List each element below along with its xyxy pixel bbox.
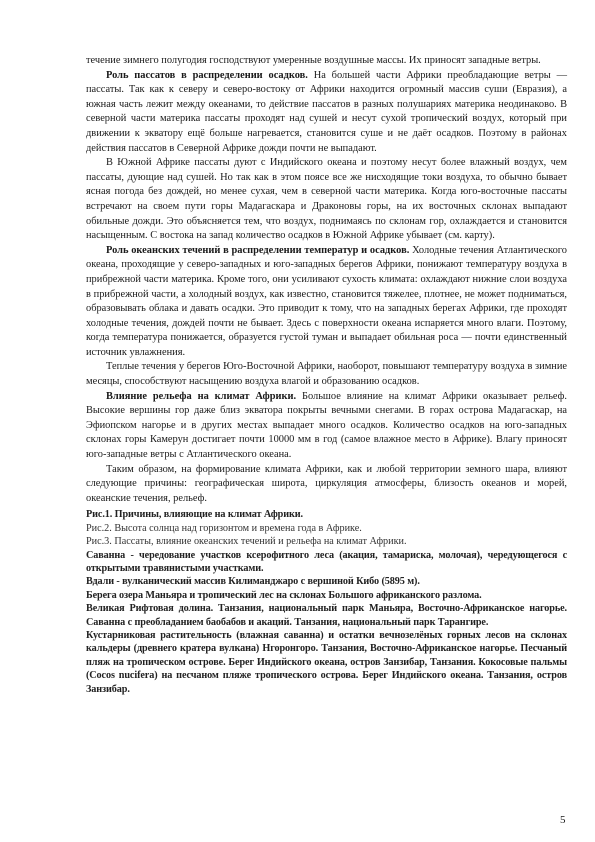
figure-captions — [86, 508, 567, 696]
caption-fig1: Рис.1. Причины, влияющие на климат Африки. — [86, 509, 303, 521]
paragraph-warm-currents: Теплые течения у берегов Юго-Восточной Африки, наоборот, повышают температуру воздуха в зимние месяцы, способствуют насыщению воздуха влагой и образованию осадков. — [86, 361, 567, 388]
caption-fig3: Рис.3. Пассаты, влияние океанских течений и рельефа на климат Африки. — [86, 536, 407, 548]
caption-savanna: Саванна - чередование участков ксерофитного леса (акация, тамариска, молочая), чередующегося с открытыми травянистыми участками. — [86, 549, 567, 575]
page-number: 5 — [560, 814, 566, 826]
paragraph-trade-winds — [86, 69, 567, 157]
caption-kilimanjaro: Вдали - вулканический массив Килиманджаро с вершиной Кибо (5895 м). — [86, 576, 420, 588]
page-content — [86, 54, 567, 696]
heading-ocean-currents: Роль океанских течений в распределении температур и осадков. — [106, 244, 410, 256]
paragraph-relief — [86, 390, 567, 463]
caption-ngorongoro: Кустарниковая растительность (влажная саванна) и остатки вечнозелёных горных лесов на склонах кальдеры (древнего кратера вулкана) Нгоронгоро. Танзания, Восточно-Африканское нагорье. Песчаный пляж на тропическом острове. Берег Индийского океана, остров Занзибар, Танзания. Кокосовые пальмы (Cocos nucifera) на песчаном пляже тропического острова. Берег Индийского океана. Танзания, остров Занзибар. — [86, 630, 567, 695]
caption-rift-valley: Великая Рифтовая долина. Танзания, национальный парк Маньяра, Восточно-Африканское нагорье. Саванна с преобладанием баобабов и акаций. Танзания, национальный парк Тарангире. — [86, 603, 567, 628]
heading-trade-winds: Роль пассатов в распределении осадков. — [106, 69, 308, 81]
caption-manyara: Берега озера Маньяра и тропический лес на склонах Большого африканского разлома. — [86, 589, 482, 601]
paragraph-conclusion: Таким образом, на формирование климата Африки, как и любой территории земного шара, влияют следующие причины: географическая широта, циркуляция атмосферы, близость океанов и морей, океанские течения, рельеф. — [86, 463, 567, 504]
paragraph-relief-text: Большое влияние на климат Африки оказывает рельеф. Высокие вершины гор даже близ экватора покрыты вечными снегами. В горах острова Мадагаскар, на Эфиопском нагорье и в других местах выпадает много осадков. Количество осадков на юго-западных склонах горы Камерун достигает почти 10000 мм в год (самое влажное место в Африке). Влагу приносят юго-западные ветры с Атлантического океана. — [86, 390, 567, 461]
paragraph-ocean-currents — [86, 244, 567, 361]
paragraph-ocean-currents-text: Холодные течения Атлантического океана, проходящие у северо-западных и юго-западных берегов Африки, понижают температуру воздуха в прибрежной части материка. Кроме того, они усиливают сухость климата: охлаждают нижние слои воздуха в прибрежной части, а холодный воздух, как известно, становится тяжелее, плотнее, не может подниматься, образовывать облака и давать осадки. Это приводит к тому, что на западных берегах Африки, где проходят холодные течения, дождей почти не бывает. Здесь с поверхности океана испаряется много влаги. Поэтому, когда температура понижается, образуется густой туман и выпадает обильная роса — почти единственный источник увлажнения. — [86, 244, 568, 358]
paragraph-trade-winds-text: На большей части Африки преобладающие ветры — пассаты. Так как к северу и северо-востоку от Африки находится огромный массив суши (Евразия), а южная часть лежит между океанами, то действие пассатов в разных полушариях материка неодинаково. В северной части материка пассаты проходят над сушей и несут сухой тропический воздух, который при движении к экватору ещё больше нагревается, становится суше и не даёт осадков. Поэтому в районах действия пассатов в Северной Африке дожди почти не выпадают. — [86, 69, 567, 154]
heading-relief: Влияние рельефа на климат Африки. — [106, 390, 297, 402]
paragraph-south-africa: В Южной Африке пассаты дуют с Индийского океана и поэтому несут более влажный воздух, чем пассаты, дующие над сушей. Но так как в этом поясе все же нисходящие токи воздуха, то обычно бывает ясная погода без дождей, но менее сухая, чем в северной части материка. Когда юго-восточные пассаты встречают на своем пути горы Мадагаскара и Драконовы горы, на их восточных склонах выпадают обильные дожди. Это объясняется тем, что воздух, поднимаясь по склонам гор, охлаждается и становится насыщенным. С востока на запад количество осадков в Южной Африке убывает (см. карту). — [86, 157, 567, 242]
caption-fig2: Рис.2. Высота солнца над горизонтом и времена года в Африке. — [86, 522, 362, 534]
paragraph-intro: течение зимнего полугодия господствуют умеренные воздушные массы. Их приносят западные ветры. — [86, 55, 541, 66]
